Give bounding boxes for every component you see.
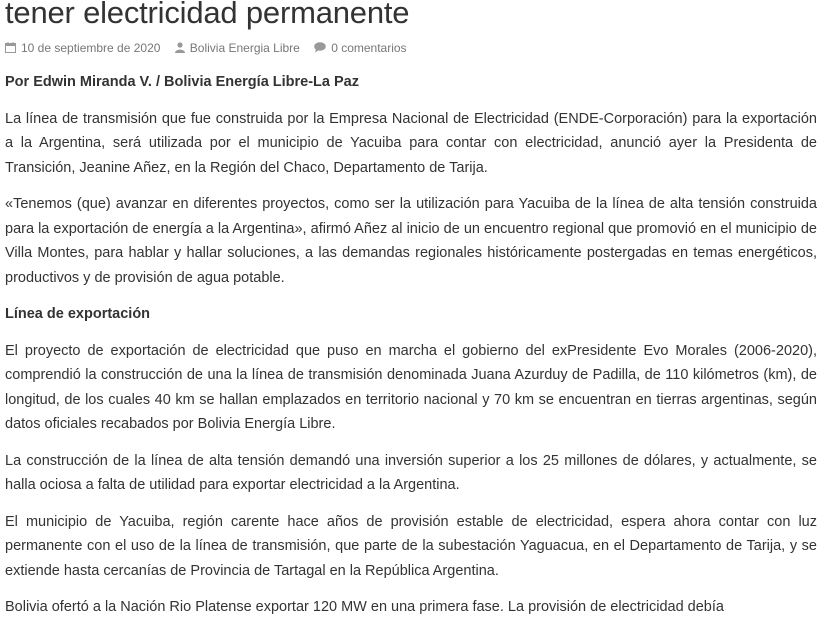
article-paragraph: El proyecto de exportación de electricidad que puso en marcha el gobierno del exPresidente Evo Morales (2006-2020), comprendió la construcción de una la línea de transmisión denominada Juana Azurduy de Padilla, de 110 kilómetros (km), de longitud, de los cuales 40 km se hallan emplazados en territorio nacional y 70 km se encuentran en tierras argentinas, según datos oficiales recabados por Bolivia Energía Libre. xyxy=(5,342,817,432)
meta-author xyxy=(175,37,300,59)
article-paragraph: La línea de transmisión que fue construida por la Empresa Nacional de Electricidad (ENDE-Corporación) para la exportación a la Argentina, será utilizada por el municipio de Yacuiba para contar con electricidad, anunció ayer la Presidenta de Transición, Jeanine Añez, en la Región del Chaco, Departamento de Tarija. xyxy=(5,110,817,176)
meta-author-link[interactable]: Bolivia Energia Libre xyxy=(189,41,300,55)
article-subheading: Línea de exportación xyxy=(5,306,151,322)
meta-comments-link[interactable]: 0 comentarios xyxy=(331,41,407,55)
article-title: tener electricidad permanente xyxy=(5,0,410,30)
comment-icon xyxy=(314,42,326,53)
user-icon xyxy=(175,42,185,53)
article-byline: Por Edwin Miranda V. / Bolivia Energía Libre-La Paz xyxy=(5,74,359,90)
article-body xyxy=(5,70,817,620)
meta-comments xyxy=(314,37,406,59)
article-meta xyxy=(5,37,817,59)
calendar-icon xyxy=(5,42,16,53)
article-paragraph: El municipio de Yacuiba, región carente hace años de provisión estable de electricidad, espera ahora contar con luz permanente con el uso de la línea de transmisión, que parte de la subestación Yaguacua, en el Departamento de Tarija, y se extiende hasta cercanías de Provincia de Tartagal en la República Argentina. xyxy=(5,513,817,579)
article xyxy=(5,0,817,632)
meta-date xyxy=(5,37,160,59)
meta-date-link[interactable]: 10 de septiembre de 2020 xyxy=(21,41,161,55)
article-paragraph: «Tenemos (que) avanzar en diferentes proyectos, como ser la utilización para Yacuiba de la línea de alta tensión construida para la exportación de energía a la Argentina», afirmó Añez al inicio de un encuentro regional que promovió en el municipio de Villa Montes, para hablar y hallar soluciones, a las demandas regionales históricamente postergadas en temas energéticos, productivos y de provisión de agua potable. xyxy=(5,196,817,286)
article-paragraph: Bolivia ofertó a la Nación Rio Platense exportar 120 MW en una primera fase. La provisión de electricidad debía xyxy=(5,599,724,615)
article-paragraph: La construcción de la línea de alta tensión demandó una inversión superior a los 25 millones de dólares, y actualmente, se halla ociosa a falta de utilidad para exportar electricidad a la Argentina. xyxy=(5,452,817,493)
